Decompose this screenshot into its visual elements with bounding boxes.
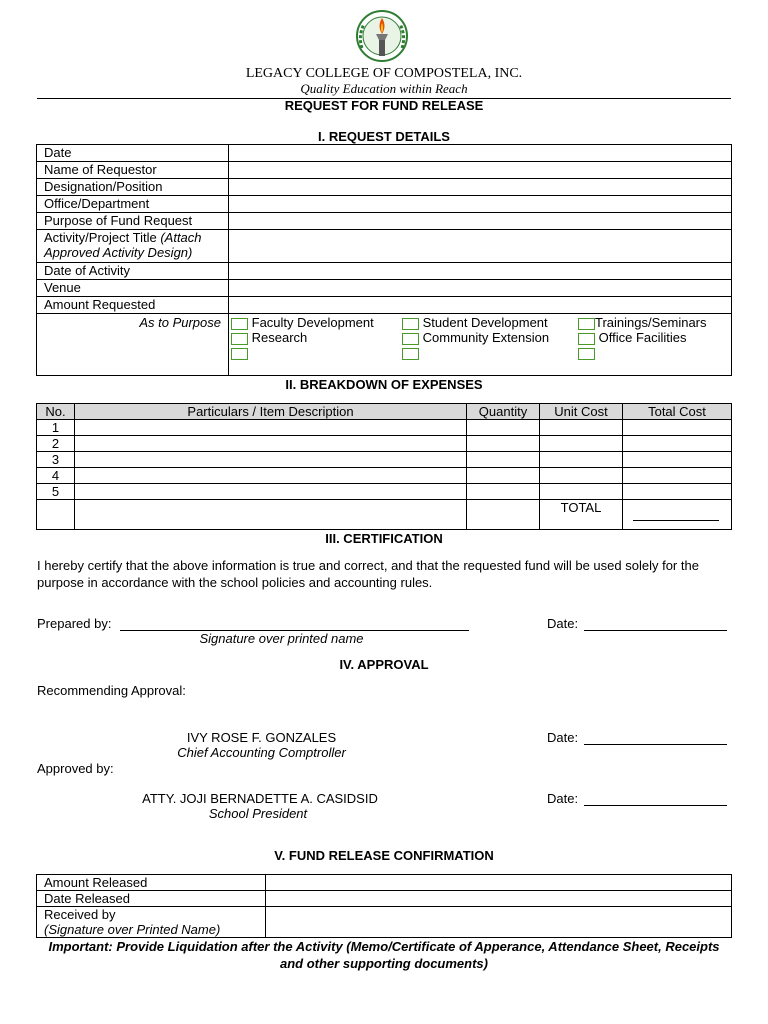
- checkbox-research[interactable]: [231, 333, 248, 345]
- label-amount-released: Amount Released: [37, 875, 266, 891]
- label-amount: Amount Requested: [37, 297, 229, 314]
- table-row: 3: [37, 452, 732, 468]
- expenses-table: [36, 403, 732, 530]
- approver2-title: School President: [208, 806, 308, 821]
- checkbox-trainings-seminars[interactable]: [578, 318, 595, 330]
- table-row: 5: [37, 484, 732, 500]
- fund-release-table: [36, 874, 732, 938]
- field-activity[interactable]: [229, 230, 732, 263]
- prepared-date-label: Date:: [547, 616, 579, 631]
- prepared-by-label: Prepared by:: [37, 616, 112, 631]
- table-row: 1: [37, 420, 732, 436]
- checkbox-other-2[interactable]: [402, 348, 419, 360]
- section-3-title: III. CERTIFICATION: [325, 531, 443, 546]
- approver2-date-line[interactable]: [584, 805, 727, 806]
- label-activity: Activity/Project Title (Attach Approved Activity Design): [37, 230, 229, 263]
- total-value-field[interactable]: [623, 500, 732, 530]
- section-5-title: V. FUND RELEASE CONFIRMATION: [274, 848, 494, 863]
- school-logo: [352, 8, 412, 66]
- label-venue: Venue: [37, 280, 229, 297]
- table-row: 4: [37, 468, 732, 484]
- col-total-cost: Total Cost: [623, 404, 732, 420]
- table-row: 2: [37, 436, 732, 452]
- approver2-name: ATTY. JOJI BERNADETTE A. CASIDSID: [142, 791, 378, 806]
- field-designation[interactable]: [229, 179, 732, 196]
- checkbox-student-development[interactable]: [402, 318, 419, 330]
- approver1-name: IVY ROSE F. GONZALES: [186, 730, 337, 745]
- request-details-table: [36, 144, 732, 376]
- label-date: Date: [37, 145, 229, 162]
- school-name: LEGACY COLLEGE OF COMPOSTELA, INC.: [245, 66, 523, 81]
- field-amount-released[interactable]: [266, 875, 732, 891]
- approved-by-label: Approved by:: [37, 761, 114, 776]
- label-received-by: Received by (Signature over Printed Name): [37, 907, 266, 938]
- section-4-title: IV. APPROVAL: [339, 657, 429, 672]
- field-venue[interactable]: [229, 280, 732, 297]
- label-purpose: Purpose of Fund Request: [37, 213, 229, 230]
- col-unit-cost: Unit Cost: [540, 404, 623, 420]
- approver1-date-label: Date:: [547, 730, 579, 745]
- recommending-approval-label: Recommending Approval:: [37, 683, 186, 698]
- label-date-activity: Date of Activity: [37, 263, 229, 280]
- section-2-title: II. BREAKDOWN OF EXPENSES: [285, 377, 483, 392]
- purpose-options: Faculty Development Research Student Development Community Extension Trainings/Seminars Office Facilities: [229, 314, 732, 376]
- section-1-title: I. REQUEST DETAILS: [318, 129, 450, 144]
- school-motto: Quality Education within Reach: [300, 81, 468, 96]
- label-date-released: Date Released: [37, 891, 266, 907]
- checkbox-office-facilities[interactable]: [578, 333, 595, 345]
- approver1-title: Chief Accounting Comptroller: [177, 745, 346, 760]
- field-requestor[interactable]: [229, 162, 732, 179]
- form-title: REQUEST FOR FUND RELEASE: [284, 98, 484, 113]
- approver1-date-line[interactable]: [584, 744, 727, 745]
- field-amount[interactable]: [229, 297, 732, 314]
- field-office[interactable]: [229, 196, 732, 213]
- col-no: No.: [37, 404, 75, 420]
- field-date[interactable]: [229, 145, 732, 162]
- label-as-to-purpose: As to Purpose: [37, 314, 229, 376]
- label-requestor: Name of Requestor: [37, 162, 229, 179]
- approver2-date-label: Date:: [547, 791, 579, 806]
- checkbox-faculty-development[interactable]: [231, 318, 248, 330]
- important-note: Important: Provide Liquidation after the Activity (Memo/Certificate of Apperance, Attendance Sheet, Receipts and other supporting documents): [48, 939, 720, 971]
- col-particulars: Particulars / Item Description: [75, 404, 467, 420]
- checkbox-other-3[interactable]: [578, 348, 595, 360]
- field-date-released[interactable]: [266, 891, 732, 907]
- total-row: [37, 500, 732, 530]
- field-received-by[interactable]: [266, 907, 732, 938]
- label-office: Office/Department: [37, 196, 229, 213]
- label-designation: Designation/Position: [37, 179, 229, 196]
- total-label: TOTAL: [540, 500, 623, 530]
- signature-caption: Signature over printed name: [199, 631, 364, 646]
- field-date-activity[interactable]: [229, 263, 732, 280]
- checkbox-other-1[interactable]: [231, 348, 248, 360]
- field-purpose[interactable]: [229, 213, 732, 230]
- certification-statement: I hereby certify that the above information is true and correct, and that the requested fund will be used solely for the purpose in accordance with the school policies and accounting rules.: [37, 558, 699, 590]
- col-quantity: Quantity: [467, 404, 540, 420]
- prepared-date-line[interactable]: [584, 630, 727, 631]
- checkbox-community-extension[interactable]: [402, 333, 419, 345]
